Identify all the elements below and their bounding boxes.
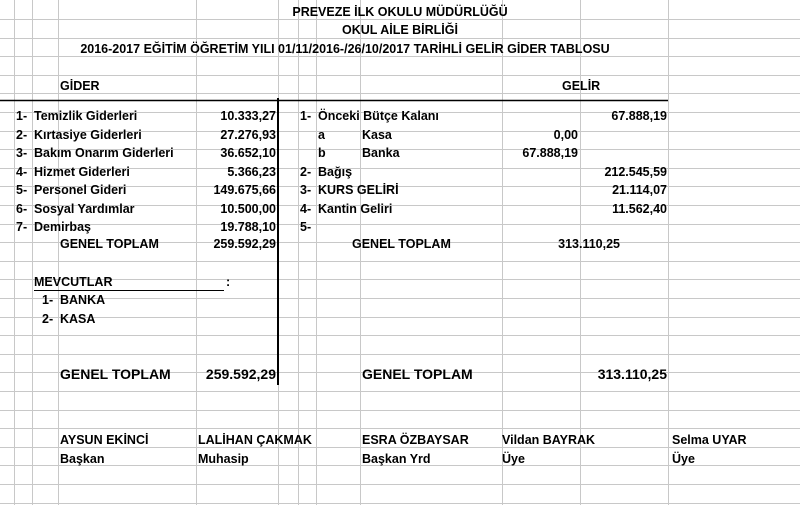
gider-label: Sosyal Yardımlar — [34, 202, 135, 216]
grand-left-label: GENEL TOPLAM — [60, 366, 171, 382]
signatory-name: Vildan BAYRAK — [502, 433, 596, 447]
gider-amount: 149.675,66 — [213, 183, 276, 197]
gider-total-label: GENEL TOPLAM — [60, 237, 159, 251]
gider-no: 6- — [16, 202, 28, 216]
gelir-label: KURS GELİRİ — [318, 183, 399, 197]
mevcut-label: BANKA — [60, 293, 106, 307]
signatory-role: Başkan Yrd — [362, 452, 431, 466]
gelir-amount: 67.888,19 — [522, 146, 578, 160]
signatory-name: LALİHAN ÇAKMAK — [198, 433, 312, 447]
gider-no: 1- — [16, 109, 28, 123]
signatory-role: Üye — [502, 452, 525, 466]
gelir-label: Kantin Geliri — [318, 202, 393, 216]
gelir-amount: 11.562,40 — [612, 202, 667, 216]
gider-label: Kırtasiye Giderleri — [34, 128, 142, 142]
gider-no: 2- — [16, 128, 28, 142]
table-title: 2016-2017 EĞİTİM ÖĞRETİM YILI 01/11/2016-/26/10/2017 TARİHLİ GELİR GİDER TABLOSU — [80, 42, 610, 56]
mevcutlar-colon: : — [226, 275, 231, 289]
gider-total-amount: 259.592,29 — [213, 237, 276, 251]
grand-left-total: 259.592,29 — [205, 366, 276, 382]
gelir-label: Kasa — [362, 128, 392, 142]
gider-amount: 5.366,23 — [227, 165, 276, 179]
grand-right-total: 313.110,25 — [597, 366, 667, 382]
signatory-name: AYSUN EKİNCİ — [60, 433, 149, 447]
gider-amount: 27.276,93 — [220, 128, 276, 142]
association-title: OKUL AİLE BİRLİĞİ — [342, 23, 458, 37]
signatory-name: Selma UYAR — [672, 433, 747, 447]
signatory-name: ESRA ÖZBAYSAR — [362, 433, 469, 447]
mevcutlar-heading: MEVCUTLAR — [34, 276, 224, 291]
gelir-label: Banka — [362, 146, 400, 160]
gider-label: Demirbaş — [34, 220, 91, 234]
gelir-amount: 212.545,59 — [604, 165, 667, 179]
gelir-amount: 0,00 — [553, 128, 578, 142]
gider-no: 5- — [16, 183, 28, 197]
gider-amount: 10.500,00 — [220, 202, 276, 216]
gider-label: Temizlik Giderleri — [34, 109, 138, 123]
gelir-no: a — [318, 128, 325, 142]
gelir-no: 4- — [300, 202, 312, 216]
gelir-total-label: GENEL TOPLAM — [352, 237, 451, 251]
gelir-no: 5- — [300, 220, 312, 234]
school-title: PREVEZE İLK OKULU MÜDÜRLÜĞÜ — [292, 5, 508, 19]
mevcut-no: 1- — [42, 293, 54, 307]
grand-right-label: GENEL TOPLAM — [362, 366, 473, 382]
gelir-total-amount: 313.110,25 — [558, 237, 620, 251]
gelir-no: b — [318, 146, 326, 160]
gider-no: 3- — [16, 146, 28, 160]
mevcut-label: KASA — [60, 312, 96, 326]
gelir-no: 2- — [300, 165, 312, 179]
gider-no: 7- — [16, 220, 28, 234]
gider-no: 4- — [16, 165, 28, 179]
gelir-label: Bağış — [318, 165, 353, 179]
gelir-amount: 67.888,19 — [611, 109, 667, 123]
gider-label: Personel Gideri — [34, 183, 127, 197]
gider-amount: 10.333,27 — [220, 109, 276, 123]
gider-heading: GİDER — [60, 79, 100, 93]
signatory-role: Muhasip — [198, 452, 249, 466]
mevcut-no: 2- — [42, 312, 54, 326]
gelir-no: 1- — [300, 109, 312, 123]
gelir-heading: GELİR — [562, 79, 601, 93]
gider-label: Hizmet Giderleri — [34, 165, 130, 179]
gelir-amount: 21.114,07 — [612, 183, 667, 197]
gider-amount: 19.788,10 — [220, 220, 276, 234]
gider-label: Bakım Onarım Giderleri — [34, 146, 174, 160]
gider-amount: 36.652,10 — [220, 146, 276, 160]
signatory-role: Başkan — [60, 452, 105, 466]
signatory-role: Üye — [672, 452, 695, 466]
gelir-label: Önceki Bütçe Kalanı — [318, 109, 439, 123]
gelir-no: 3- — [300, 183, 312, 197]
